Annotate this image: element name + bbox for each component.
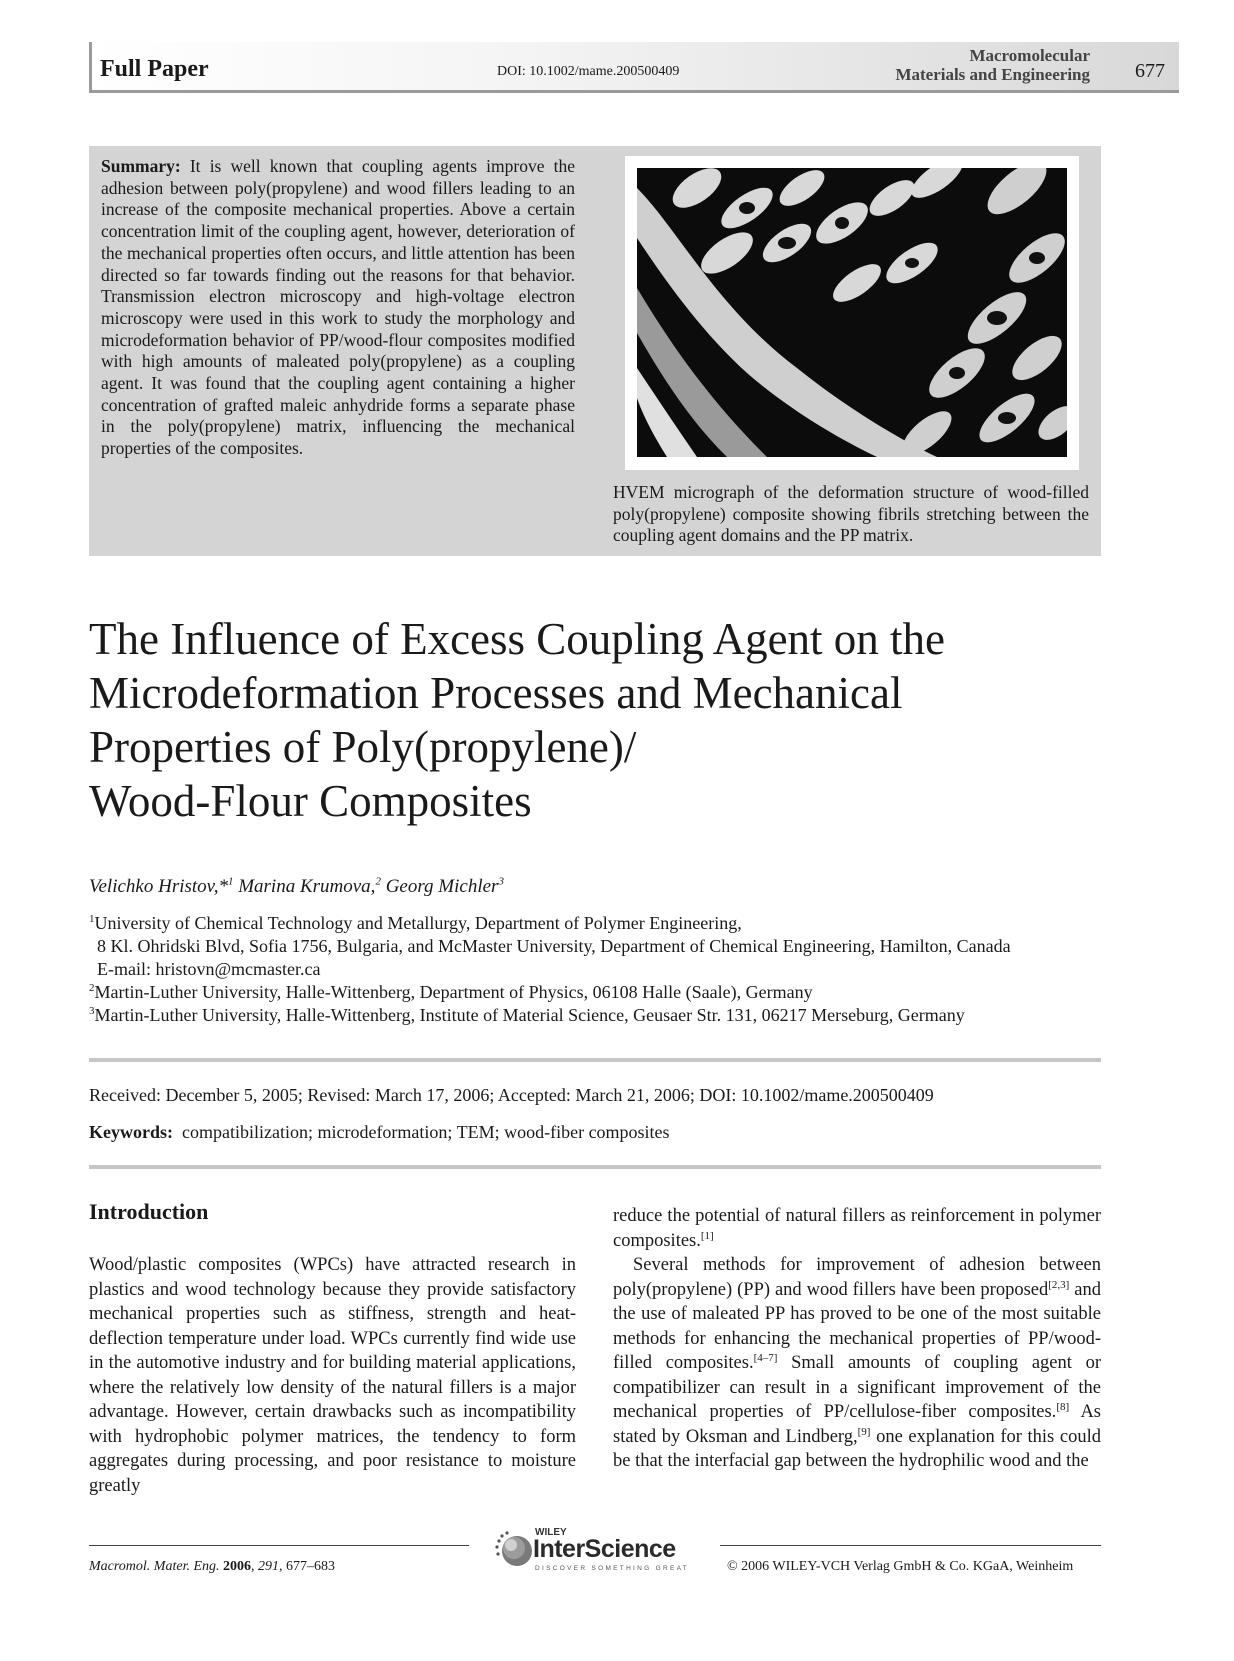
logo-wiley: WILEY <box>535 1527 567 1538</box>
divider-top <box>89 1058 1101 1062</box>
logo-name: InterScience <box>533 1535 676 1563</box>
figure-caption: HVEM micrograph of the deformation structure of wood-filled poly(propylene) composite showing fibrils stretching between the coupling agent domains and the PP matrix. <box>613 482 1089 546</box>
journal-name-line2: Materials and Engineering <box>895 65 1090 84</box>
author-email: E-mail: hristovn@mcmaster.ca <box>97 959 321 979</box>
affil-sup: 1 <box>89 913 95 925</box>
body-text: Several methods for improvement of adhesion between poly(propylene) (PP) and wood fillers have been proposed <box>613 1255 1101 1300</box>
author-name: Marina Krumova, <box>233 876 376 897</box>
section-heading: Introduction <box>89 1199 209 1224</box>
globe-icon <box>495 1531 533 1569</box>
body-text: As stated by Oksman and Lindberg, <box>613 1402 1101 1447</box>
affiliation-1-address: 8 Kl. Ohridski Blvd, Sofia 1756, Bulgaria, and McMaster University, Department of Chemical Engineering, Hamilton, Canada <box>97 936 1011 956</box>
affil-text: Martin-Luther University, Halle-Wittenberg, Institute of Material Science, Geusaer Str. 131, 06217 Merseburg, Germany <box>94 1005 965 1025</box>
header-rule <box>89 42 92 90</box>
citation-ref: [4–7] <box>753 1351 778 1364</box>
affil-sup: 3 <box>89 1005 95 1017</box>
citation-ref: [1] <box>700 1229 714 1242</box>
received-dates: Received: December 5, 2005; Revised: March 17, 2006; Accepted: March 21, 2006; DOI: 10.1002/mame.200500409 <box>89 1085 934 1105</box>
affil-text: Martin-Luther University, Halle-Wittenberg, Department of Physics, 06108 Halle (Saale), Germany <box>94 982 813 1002</box>
title-line: The Influence of Excess Coupling Agent on the <box>89 614 946 664</box>
affiliation-2 <box>89 981 1109 1004</box>
author-affil-sup: 1 <box>227 875 234 888</box>
body-column-right <box>613 1204 1101 1474</box>
affiliation-3 <box>89 1004 1109 1027</box>
keywords-text: compatibilization; microdeformation; TEM; wood-fiber composites <box>182 1122 670 1142</box>
title-line: Wood-Flour Composites <box>89 776 532 826</box>
header-doi: DOI: 10.1002/mame.200500409 <box>497 64 680 79</box>
affiliations <box>89 912 1109 1027</box>
body-text: reduce the potential of natural fillers as reinforcement in polymer composites. <box>613 1206 1101 1251</box>
title-line: Microdeformation Processes and Mechanical <box>89 668 903 718</box>
cite-pages: , 677–683 <box>279 1559 336 1574</box>
keywords-label: Keywords: <box>89 1122 173 1142</box>
footer-citation: Macromol. Mater. Eng. 2006, 291, 677–683 <box>89 1559 336 1574</box>
article-title <box>89 612 1089 828</box>
section-label: Full Paper <box>100 56 209 82</box>
author-list <box>89 876 504 898</box>
body-column-left: Wood/plastic composites (WPCs) have attracted research in plastics and wood technology because they provide satisfactory mechanical properties such as stiffness, strength and heat-deflection temperature under load. WPCs currently find wide use in the automotive industry and for building material applications, where the relatively low density of the natural fillers is a major advantage. However, certain drawbacks such as incompatibility with hydrophobic polymer matrices, the tendency to form aggregates during processing, and poor resistance to moisture greatly <box>89 1255 576 1496</box>
author-affil-sup: 3 <box>498 875 504 888</box>
body-text: one explanation for this could be that the interfacial gap between the hydrophilic wood and the <box>613 1426 1101 1471</box>
affil-text: University of Chemical Technology and Metallurgy, Department of Polymer Engineering, <box>94 913 742 933</box>
page-number: 677 <box>1135 60 1165 82</box>
logo-tagline: DISCOVER SOMETHING GREAT <box>535 1565 690 1572</box>
body-paragraph <box>613 1253 1101 1474</box>
summary-label: Summary: <box>101 156 181 176</box>
cite-year: 2006 <box>223 1559 252 1574</box>
citation-ref: [9] <box>857 1425 871 1438</box>
journal-name-line1: Macromolecular <box>969 46 1090 65</box>
footer-copyright: © 2006 WILEY-VCH Verlag GmbH & Co. KGaA, Weinheim <box>727 1559 1074 1574</box>
author-name: Georg Michler <box>380 876 499 897</box>
author-affil-sup: 2 <box>375 875 381 888</box>
summary-body: It is well known that coupling agents improve the adhesion between poly(propylene) and wood fillers leading to an increase of the composite mechanical properties. Above a certain concentration limit of the coupling agent, however, deterioration of the mechanical properties often occurs, and little attention has been directed so far towards finding out the reasons for that behavior. Transmission electron microscopy and high-voltage electron microscopy were used in this work to study the morphology and microdeformation behavior of PP/wood-flour composites modified with high amounts of maleated poly(propylene) as a coupling agent. It was found that the coupling agent containing a higher concentration of grafted maleic anhydride forms a separate phase in the poly(propylene) matrix, influencing the mechanical properties of the composites. <box>101 156 575 459</box>
cite-journal: Macromol. Mater. Eng. <box>89 1559 220 1574</box>
citation-ref: [8] <box>1056 1400 1070 1413</box>
footer-rule <box>89 1545 469 1546</box>
micrograph-svg <box>637 168 1067 457</box>
body-paragraph <box>613 1204 1101 1253</box>
interscience-logo-icon <box>495 1527 705 1575</box>
citation-ref: [2,3] <box>1048 1278 1070 1291</box>
keywords <box>89 1122 670 1143</box>
affil-sup: 2 <box>89 982 95 994</box>
footer-rule <box>720 1545 1101 1546</box>
title-line: Properties of Poly(propylene)/ <box>89 722 637 772</box>
body-text: and the use of maleated PP has proved to be one of the most suitable methods for enhancing the mechanical properties of PP/wood-filled composites. <box>613 1279 1101 1373</box>
micrograph-image <box>637 168 1067 457</box>
author-name: Velichko Hristov,* <box>89 876 228 897</box>
affiliation-1 <box>89 912 1109 935</box>
body-text: Small amounts of coupling agent or compatibilizer can result in a significant improvement of the mechanical properties of PP/cellulose-fiber composites. <box>613 1353 1101 1422</box>
divider-bottom <box>89 1165 1101 1169</box>
journal-name <box>850 46 1090 84</box>
summary-paragraph <box>101 156 575 460</box>
cite-volume: 291 <box>258 1559 280 1574</box>
